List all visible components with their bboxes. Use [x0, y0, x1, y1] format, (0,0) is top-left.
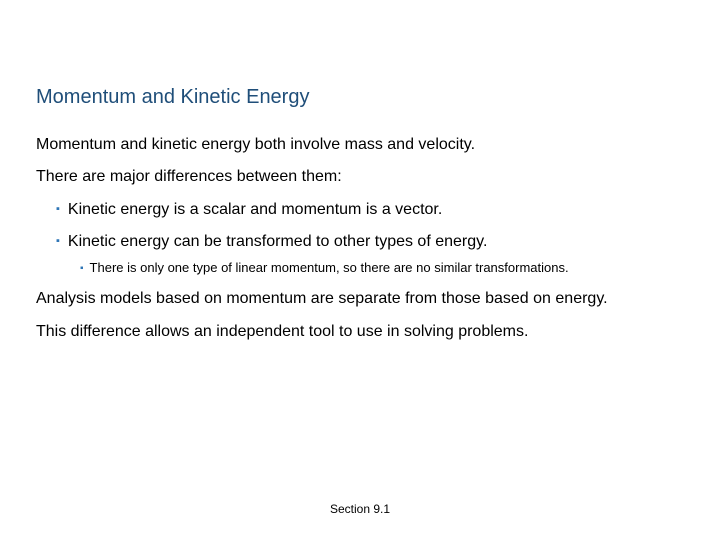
sub-bullet-item-label: There is only one type of linear momentum, so there are no similar transformations.	[89, 260, 569, 275]
slide-footer: Section 9.1	[329, 502, 391, 516]
body-text-line-1: Momentum and kinetic energy both involve mass and velocity.	[36, 136, 476, 153]
bullet-item-label: Kinetic energy can be transformed to other types of energy.	[67, 233, 488, 250]
bullet-item-label: Kinetic energy is a scalar and momentum is a vector.	[67, 201, 443, 218]
bullet-item-scalar-vector	[56, 201, 442, 219]
body-text-line-4: This difference allows an independent tool to use in solving problems.	[36, 323, 529, 340]
body-text-line-2: There are major differences between them:	[36, 168, 342, 185]
bullet-item-energy-transform	[56, 233, 487, 251]
sub-bullet-item-momentum	[80, 260, 569, 275]
bullet-icon: ▪	[56, 203, 60, 215]
sub-bullet-icon: ▪	[80, 263, 84, 274]
slide-title: Momentum and Kinetic Energy	[36, 86, 310, 108]
body-text-line-3: Analysis models based on momentum are separate from those based on energy.	[36, 290, 608, 307]
bullet-icon: ▪	[56, 235, 60, 247]
